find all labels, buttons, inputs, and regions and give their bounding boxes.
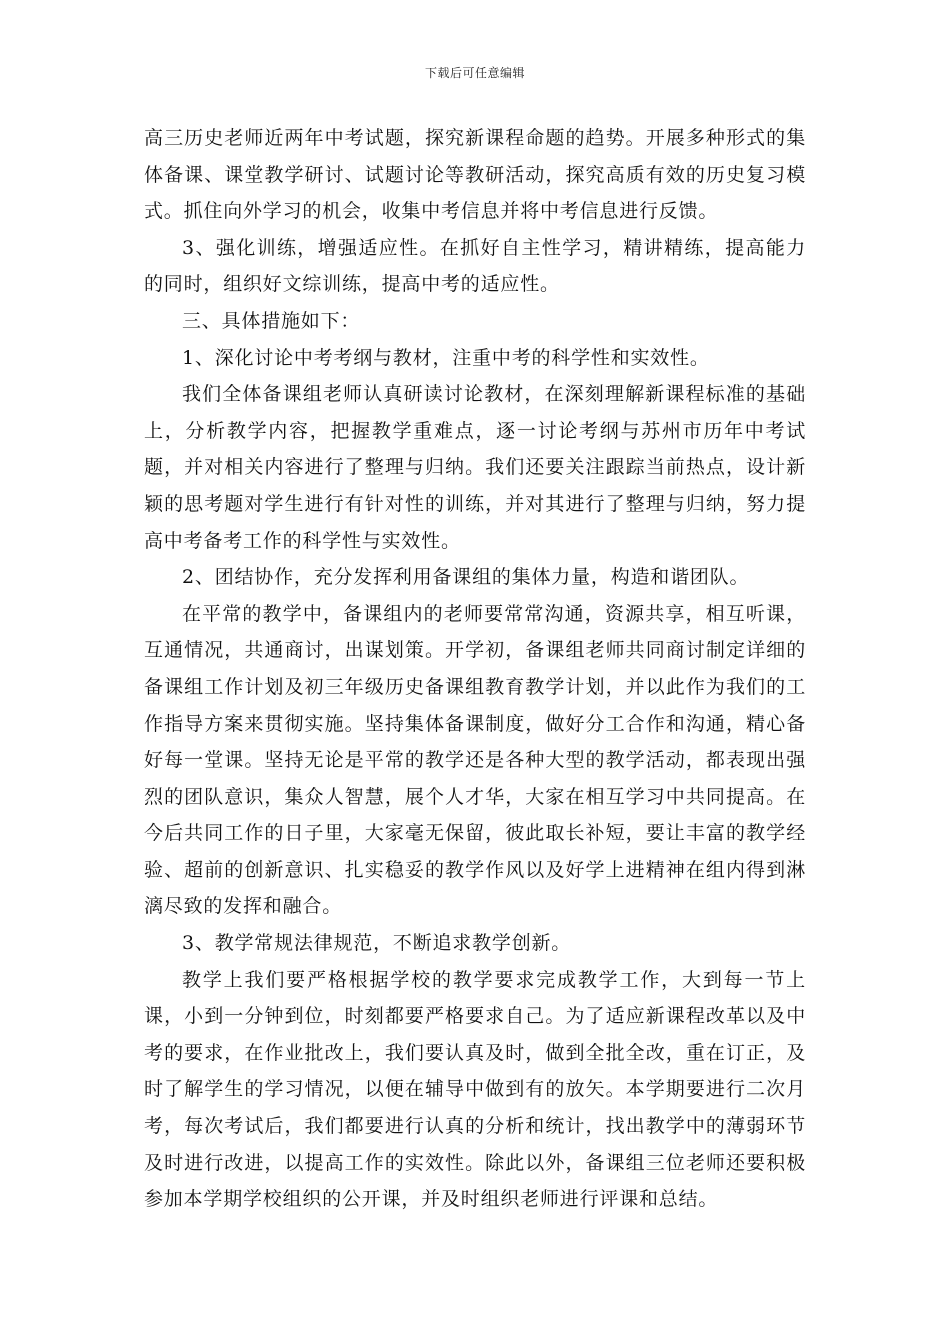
subsection-heading: 1、深化讨论中考考纲与教材，注重中考的科学性和实效性。 [182, 346, 710, 369]
section-heading: 三、具体措施如下： [182, 309, 361, 332]
paragraph: 在平常的教学中，备课组内的老师要常常沟通，资源共享，相互听课，互通情况，共通商讨，出谋划策。开学初，备课组老师共同商讨制定详细的备课组工作计划及初三年级历史备课组教育教学计划，并以此作为我们的工作指导方案来贯彻实施。坚持集体备课制度，做好分工合作和沟通，精心备好每一堂课。坚持无论是平常的教学还是各种大型的教学活动，都表现出强烈的团队意识，集众人智慧，展个人才华，大家在相互学习中共同提高。在今后共同工作的日子里，大家毫无保留，彼此取长补短，要让丰富的教学经验、超前的创新意识、扎实稳妥的教学作风以及好学上进精神在组内得到淋漓尽致的发挥和融合。 [144, 602, 806, 918]
subsection-heading: 2、团结协作，充分发挥利用备课组的集体力量，构造和谐团队。 [182, 566, 750, 589]
paragraph: 我们全体备课组老师认真研读讨论教材，在深刻理解新课程标准的基础上，分析教学内容，把握教学重难点，逐一讨论考纲与苏州市历年中考试题，并对相关内容进行了整理与归纳。我们还要关注跟踪当前热点，设计新颖的思考题对学生进行有针对性的训练，并对其进行了整理与归纳，努力提高中考备考工作的科学性与实效性。 [144, 383, 806, 552]
subsection-heading: 3、教学常规法律规范，不断追求教学创新。 [182, 932, 572, 955]
paragraph: 高三历史老师近两年中考试题，探究新课程命题的趋势。开展多种形式的集体备课、课堂教学研讨、试题讨论等教研活动，探究高质有效的历史复习模式。抓住向外学习的机会，收集中考信息并将中考信息进行反馈。 [144, 127, 806, 223]
document-body [144, 120, 806, 1218]
paragraph: 3、强化训练，增强适应性。在抓好自主性学习，精讲精练，提高能力的同时，组织好文综训练，提高中考的适应性。 [144, 236, 806, 296]
header-note: 下载后可任意编辑 [424, 66, 525, 80]
paragraph: 教学上我们要严格根据学校的教学要求完成教学工作，大到每一节上课，小到一分钟到位，时刻都要严格要求自己。为了适应新课程改革以及中考的要求，在作业批改上，我们要认真及时，做到全批全改，重在订正，及时了解学生的学习情况，以便在辅导中做到有的放矢。本学期要进行二次月考，每次考试后，我们都要进行认真的分析和统计，找出教学中的薄弱环节及时进行改进，以提高工作的实效性。除此以外，备课组三位老师还要积极参加本学期学校组织的公开课，并及时组织老师进行评课和总结。 [144, 968, 806, 1211]
